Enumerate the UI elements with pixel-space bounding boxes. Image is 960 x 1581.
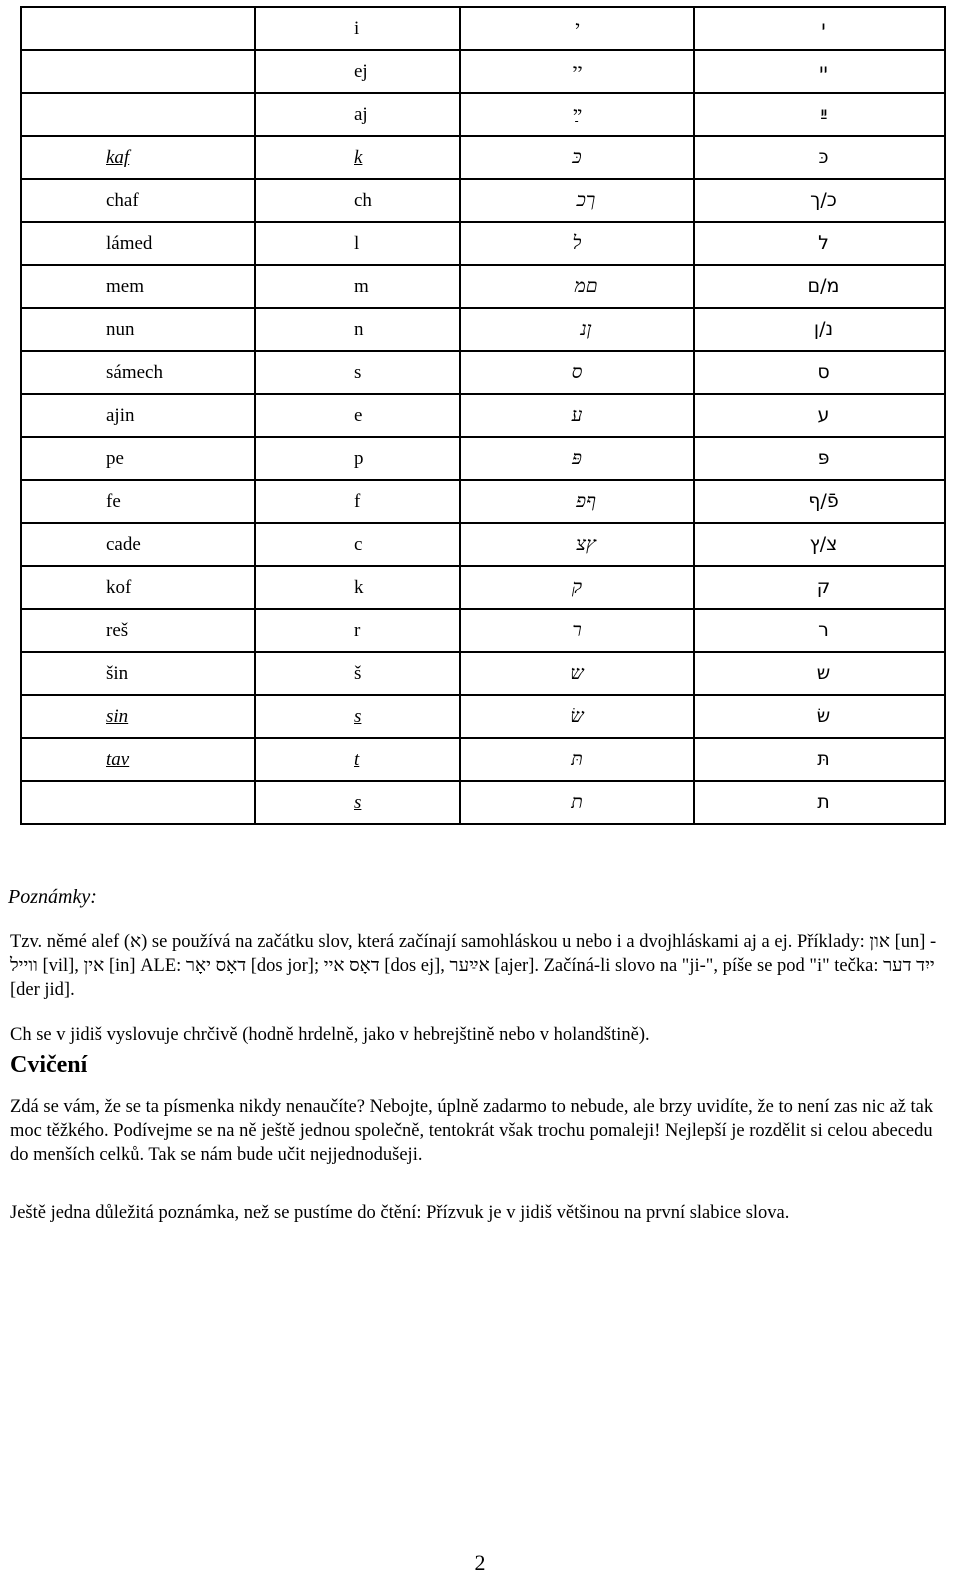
printed-letter: כ/ך — [694, 179, 945, 222]
cursive-glyph: ײַ — [572, 103, 582, 125]
printed-letter: ײַ — [694, 93, 945, 136]
cursive-glyph: יי — [572, 60, 582, 82]
table-row — [21, 93, 945, 136]
cursive-letter — [460, 50, 694, 93]
table-row — [21, 695, 945, 738]
letter-name: fe — [21, 480, 255, 523]
transliteration: ej — [255, 50, 460, 93]
transliteration: aj — [255, 93, 460, 136]
cursive-letter — [460, 566, 694, 609]
cursive-letter — [460, 781, 694, 824]
transliteration: r — [255, 609, 460, 652]
table-row — [21, 394, 945, 437]
cursive-letter — [460, 394, 694, 437]
table-row — [21, 179, 945, 222]
letter-name: reš — [21, 609, 255, 652]
letter-name: mem — [21, 265, 255, 308]
cursive-letter — [460, 351, 694, 394]
printed-letter: י — [694, 7, 945, 50]
transliteration: š — [255, 652, 460, 695]
cursive-glyph: ם — [585, 275, 598, 297]
printed-letter: ל — [694, 222, 945, 265]
cursive-letter — [460, 437, 694, 480]
printed-letter: ת — [694, 781, 945, 824]
cursive-letter — [460, 609, 694, 652]
transliteration: p — [255, 437, 460, 480]
printed-letter: יי — [694, 50, 945, 93]
letter-name: kof — [21, 566, 255, 609]
transliteration: m — [255, 265, 460, 308]
cursive-letter — [460, 265, 694, 308]
transliteration: s — [255, 351, 460, 394]
transliteration: k — [255, 136, 460, 179]
letter-name: cade — [21, 523, 255, 566]
printed-letter: שׂ — [694, 695, 945, 738]
cursive-glyph: ע — [571, 404, 583, 426]
cursive-glyph: ן — [586, 318, 592, 340]
cursive-glyph: ף — [586, 490, 596, 512]
letter-name: ajin — [21, 394, 255, 437]
section-heading: Cvičení — [10, 1052, 88, 1078]
cursive-glyph: ת — [571, 791, 583, 813]
letter-name — [21, 50, 255, 93]
table-row — [21, 265, 945, 308]
table-row — [21, 351, 945, 394]
letter-name: kaf — [21, 136, 255, 179]
cursive-letter — [460, 738, 694, 781]
table-row — [21, 136, 945, 179]
cursive-letter — [460, 523, 694, 566]
letter-name: pe — [21, 437, 255, 480]
printed-letter: צ/ץ — [694, 523, 945, 566]
transliteration: l — [255, 222, 460, 265]
cursive-glyph: צ — [576, 533, 587, 555]
printed-letter: תּ — [694, 738, 945, 781]
letter-name — [21, 7, 255, 50]
printed-letter: מ/ם — [694, 265, 945, 308]
transliteration: s — [255, 695, 460, 738]
transliteration: s — [255, 781, 460, 824]
notes-label: Poznámky: — [8, 886, 97, 908]
cursive-glyph: י — [574, 17, 580, 39]
table-row — [21, 523, 945, 566]
printed-letter: ק — [694, 566, 945, 609]
transliteration: ch — [255, 179, 460, 222]
printed-letter: ש — [694, 652, 945, 695]
table-row — [21, 738, 945, 781]
cursive-glyph: מ — [574, 275, 586, 297]
cursive-letter — [460, 308, 694, 351]
cursive-glyph: ק — [571, 576, 583, 598]
letter-name: nun — [21, 308, 255, 351]
note-paragraph-ch: Ch se v jidiš vyslovuje chrčivě (hodně hrdelně, jako v hebrejštině nebo v holandštině). — [10, 1025, 650, 1045]
printed-letter: ס — [694, 351, 945, 394]
cursive-glyph: תּ — [571, 748, 583, 770]
cursive-letter — [460, 480, 694, 523]
transliteration: k — [255, 566, 460, 609]
transliteration: e — [255, 394, 460, 437]
letter-name: chaf — [21, 179, 255, 222]
table-row — [21, 609, 945, 652]
table-row — [21, 7, 945, 50]
cursive-letter — [460, 93, 694, 136]
transliteration: n — [255, 308, 460, 351]
transliteration: i — [255, 7, 460, 50]
table-row — [21, 437, 945, 480]
cursive-glyph: כּ — [572, 146, 582, 168]
cursive-glyph: כ — [576, 189, 586, 211]
exercise-paragraph: Zdá se vám, že se ta písmenka nikdy nenaučíte? Nebojte, úplně zadarmo to nebude, ale brzy uvidíte, že to není zas nic až tak moc těžkého. Podívejme se na ně ještě jednou společně, tentokrát však trochu pomaleji! Nejlepší je rozdělit si celou abecedu do menších celků. Tak se nám bude učit nejjednodušeji. — [10, 1097, 934, 1165]
table-row — [21, 308, 945, 351]
printed-letter: כּ — [694, 136, 945, 179]
cursive-letter — [460, 179, 694, 222]
printed-letter: ר — [694, 609, 945, 652]
cursive-glyph: ך — [585, 189, 596, 211]
table-row — [21, 480, 945, 523]
transliteration: c — [255, 523, 460, 566]
cursive-letter — [460, 136, 694, 179]
cursive-glyph: פ — [576, 490, 587, 512]
cursive-letter — [460, 7, 694, 50]
letter-name: sin — [21, 695, 255, 738]
letter-name: šin — [21, 652, 255, 695]
cursive-letter — [460, 222, 694, 265]
table-row — [21, 652, 945, 695]
stress-paragraph: Ještě jedna důležitá poznámka, než se pustíme do čtění: Přízvuk je v jidiš většinou na první slabice slova. — [10, 1203, 790, 1223]
note-paragraph-alef: Tzv. němé alef (א) se používá na začátku slov, která začínají samohláskou u nebo i a dvojhláskami aj a ej. Příklady: און [un] - ווייל [vil], אין [in] ALE: דאָס יאָר [dos jor]; דאָס איי [dos ej], אײַער [ajer]. Začíná-li slovo na "ji-", píše se pod "i" tečka: ייִד דער [der jid]. — [10, 932, 937, 1000]
cursive-glyph: ל — [572, 232, 582, 254]
table-row — [21, 781, 945, 824]
cursive-glyph: ר — [572, 619, 582, 641]
alphabet-table — [20, 6, 946, 825]
printed-letter: נ/ן — [694, 308, 945, 351]
cursive-glyph: נ — [580, 318, 587, 340]
table-row — [21, 566, 945, 609]
letter-name: tav — [21, 738, 255, 781]
cursive-glyph: ס — [571, 361, 583, 383]
cursive-glyph: שׂ — [570, 705, 584, 727]
cursive-glyph: פּ — [572, 447, 582, 469]
letter-name — [21, 93, 255, 136]
table-row — [21, 50, 945, 93]
letter-name — [21, 781, 255, 824]
page-number: 2 — [474, 1550, 486, 1575]
table-row — [21, 222, 945, 265]
cursive-letter — [460, 652, 694, 695]
cursive-glyph: ץ — [586, 533, 596, 555]
letter-name: sámech — [21, 351, 255, 394]
transliteration: f — [255, 480, 460, 523]
printed-letter: פֿ/ף — [694, 480, 945, 523]
letter-name: lámed — [21, 222, 255, 265]
printed-letter: פּ — [694, 437, 945, 480]
cursive-letter — [460, 695, 694, 738]
cursive-glyph: ש — [570, 662, 584, 684]
transliteration: t — [255, 738, 460, 781]
printed-letter: ע — [694, 394, 945, 437]
